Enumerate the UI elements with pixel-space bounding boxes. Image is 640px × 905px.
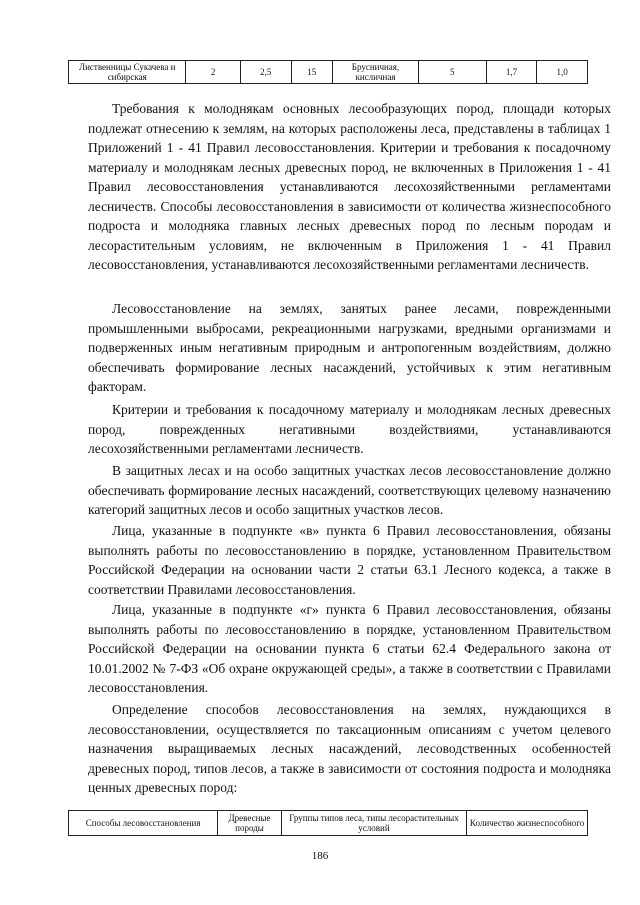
table-header-cell: Способы лесовосстановления <box>69 811 218 836</box>
table-row <box>69 811 588 836</box>
paragraph: Критерии и требования к посадочному материалу и молоднякам лесных древесных пород, поврежденных негативными воздействиями, устанавливаются лесохозяйственными регламентами лесничеств. <box>88 402 611 456</box>
table-header-cell: Древесные породы <box>218 811 282 836</box>
top-table-fragment <box>68 60 588 84</box>
paragraph: Определение способов лесовосстановления на землях, нуждающихся в лесовосстановлении, осуществляется по таксационным описаниям с учетом целевого назначения выращиваемых лесных насаждений, лесоводственных особенностей древесных пород, типов лесов, а также в зависимости от состояния подроста и молодняка ценных древесных пород: <box>88 702 611 795</box>
table-cell: 2,5 <box>240 61 291 84</box>
table-cell: 5 <box>418 61 486 84</box>
table-cell: Брусничная, кисличная <box>333 61 419 84</box>
table-cell: 15 <box>291 61 333 84</box>
paragraph: Лесовосстановление на землях, занятых ранее лесами, поврежденными промышленными выбросами, рекреационными нагрузками, вредными организмами и подверженных иным негативным природным и антропогенным воздействиям, должно обеспечивать формирование лесных насаждений, устойчивых к этим негативным факторам. <box>88 301 611 394</box>
table-row <box>69 61 588 84</box>
paragraph: Лица, указанные в подпункте «г» пункта 6 Правил лесовосстановления, обязаны выполнять работы по лесовосстановлению в порядке, установленном Правительством Российской Федерации на основании пункта 6 статьи 62.4 Федерального закона от 10.01.2002 № 7-ФЗ «Об охране окружающей среды», а также в соответствии с Правилами лесовосстановления. <box>88 602 611 695</box>
paragraph: В защитных лесах и на особо защитных участках лесов лесовосстановление должно обеспечивать формирование лесных насаждений, соответствующих целевому назначению категорий защитных лесов и особо защитных участков лесов. <box>88 463 611 517</box>
table-cell: 1,7 <box>486 61 537 84</box>
table-cell: Лиственницы Сукачева и сибирская <box>69 61 186 84</box>
table-cell: 2 <box>186 61 240 84</box>
page-number: 186 <box>311 850 329 862</box>
bottom-table-header <box>68 810 588 836</box>
table-header-cell: Группы типов леса, типы лесорастительных условий <box>281 811 466 836</box>
table-header-cell: Количество жизнеспособного <box>467 811 588 836</box>
paragraph: Лица, указанные в подпункте «в» пункта 6 Правил лесовосстановления, обязаны выполнять работы по лесовосстановлению в порядке, установленном Правительством Российской Федерации на основании части 2 статьи 63.1 Лесного кодекса, а также в соответствии Правилами лесовосстановления. <box>88 523 611 597</box>
paragraph: Требования к молоднякам основных лесообразующих пород, площади которых подлежат отнесению к землям, на которых расположены леса, представлены в таблицах 1 Приложений 1 - 41 Правил лесовосстановления. Критерии и требования к посадочному материалу и молоднякам лесных древесных пород, не включенных в Приложения 1 - 41 Правил лесовосстановления устанавливаются лесохозяйственными регламентами лесничеств. Способы лесовосстановления в зависимости от количества жизнеспособного подроста и молодняка главных лесных древесных пород по лесным породам и лесорастительным условиям, не включенным в Приложения 1 - 41 Правил лесовосстановления, устанавливаются лесохозяйственными регламентами лесничеств. <box>88 101 611 272</box>
table-cell: 1,0 <box>537 61 588 84</box>
